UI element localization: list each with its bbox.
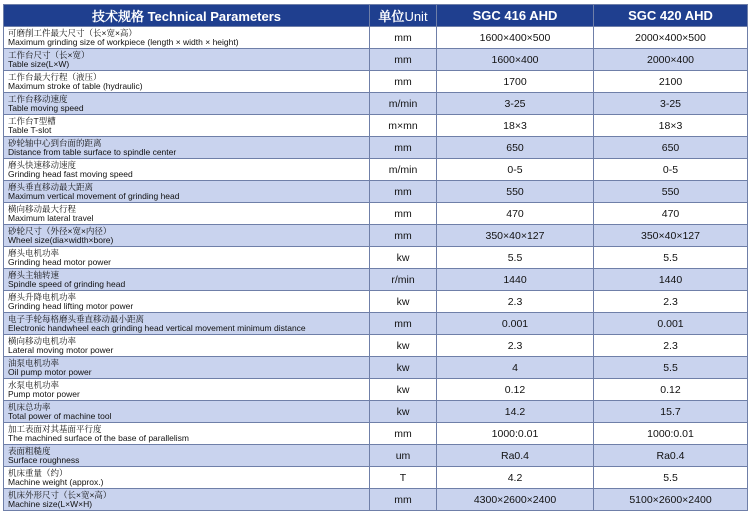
- parameter-cell: [4, 445, 370, 467]
- parameter-name-zh: 砂轮尺寸（外径×宽×内径）: [8, 225, 112, 236]
- table-row: [4, 225, 748, 247]
- parameter-name-en: Maximum stroke of table (hydraulic): [8, 80, 143, 91]
- parameter-name-zh: 机床重量（约）: [8, 467, 68, 478]
- parameter-cell: [4, 49, 370, 71]
- parameter-cell: [4, 71, 370, 93]
- parameter-name-zh: 油泵电机功率: [8, 357, 60, 368]
- unit-cell: um: [370, 445, 437, 467]
- header-model-sgc420: SGC 420 AHD: [594, 5, 748, 27]
- unit-cell: mm: [370, 423, 437, 445]
- sgc416-value-cell: 18×3: [437, 115, 594, 137]
- table-row: [4, 269, 748, 291]
- table-row: [4, 401, 748, 423]
- sgc416-value-cell: 3-25: [437, 93, 594, 115]
- unit-cell: mm: [370, 203, 437, 225]
- sgc420-value-cell: 1440: [594, 269, 748, 291]
- header-unit: [370, 5, 437, 27]
- parameter-cell: [4, 159, 370, 181]
- parameter-cell: [4, 115, 370, 137]
- sgc416-value-cell: 350×40×127: [437, 225, 594, 247]
- parameter-name-en: Grinding head lifting motor power: [8, 300, 134, 311]
- parameter-name-en: Oil pump motor power: [8, 366, 92, 377]
- parameter-cell: [4, 269, 370, 291]
- sgc420-value-cell: 350×40×127: [594, 225, 748, 247]
- sgc416-value-cell: 1600×400: [437, 49, 594, 71]
- parameter-name-en: Total power of machine tool: [8, 410, 112, 421]
- table-body: [4, 27, 748, 511]
- unit-cell: kw: [370, 335, 437, 357]
- parameter-name-en: Lateral moving motor power: [8, 344, 114, 355]
- parameter-name-en: Wheel size(dia×width×bore): [8, 234, 114, 245]
- table-row: [4, 335, 748, 357]
- sgc420-value-cell: 2000×400: [594, 49, 748, 71]
- sgc416-value-cell: 0.001: [437, 313, 594, 335]
- parameter-cell: [4, 181, 370, 203]
- sgc420-value-cell: 650: [594, 137, 748, 159]
- sgc420-value-cell: 2000×400×500: [594, 27, 748, 49]
- unit-cell: mm: [370, 181, 437, 203]
- table-row: [4, 93, 748, 115]
- table-row: [4, 291, 748, 313]
- unit-cell: kw: [370, 247, 437, 269]
- parameter-name-zh: 横向移动电机功率: [8, 335, 77, 346]
- parameter-name-en: Machine weight (approx.): [8, 476, 104, 487]
- parameter-name-en: Maximum grinding size of workpiece (length × width × height): [8, 36, 239, 47]
- parameter-name-zh: 机床外形尺寸（长×宽×高）: [8, 489, 112, 500]
- sgc420-value-cell: 15.7: [594, 401, 748, 423]
- table-row: [4, 313, 748, 335]
- table-row: [4, 159, 748, 181]
- sgc416-value-cell: 1600×400×500: [437, 27, 594, 49]
- sgc420-value-cell: 2.3: [594, 291, 748, 313]
- sgc416-value-cell: 0.12: [437, 379, 594, 401]
- unit-cell: kw: [370, 291, 437, 313]
- sgc420-value-cell: 0.12: [594, 379, 748, 401]
- sgc416-value-cell: 4: [437, 357, 594, 379]
- parameter-name-en: Table T-slot: [8, 124, 52, 135]
- sgc416-value-cell: 0-5: [437, 159, 594, 181]
- parameter-name-en: Maximum vertical movement of grinding head: [8, 190, 180, 201]
- table-row: [4, 247, 748, 269]
- sgc416-value-cell: 1000:0.01: [437, 423, 594, 445]
- sgc420-value-cell: 18×3: [594, 115, 748, 137]
- parameter-name-zh: 可磨削工件最大尺寸（长×宽×高）: [8, 27, 137, 38]
- parameter-name-en: Electronic handwheel each grinding head vertical movement minimum distance: [8, 322, 306, 333]
- unit-cell: r/min: [370, 269, 437, 291]
- sgc416-value-cell: 5.5: [437, 247, 594, 269]
- header-model-sgc416: SGC 416 AHD: [437, 5, 594, 27]
- sgc416-value-cell: 2.3: [437, 291, 594, 313]
- parameter-name-en: Grinding head motor power: [8, 256, 112, 267]
- parameter-cell: [4, 467, 370, 489]
- parameter-name-zh: 磨头垂直移动最大距离: [8, 181, 94, 192]
- unit-cell: mm: [370, 137, 437, 159]
- parameter-cell: [4, 401, 370, 423]
- parameter-name-en: Maximum lateral travel: [8, 212, 94, 223]
- parameter-cell: [4, 423, 370, 445]
- unit-cell: mm: [370, 27, 437, 49]
- parameter-name-zh: 砂轮轴中心到台面的距离: [8, 137, 102, 148]
- parameter-name-zh: 工作台尺寸（长×宽）: [8, 49, 90, 60]
- parameter-cell: [4, 203, 370, 225]
- parameter-cell: [4, 247, 370, 269]
- parameter-name-zh: 磨头主轴转速: [8, 269, 60, 280]
- sgc420-value-cell: 3-25: [594, 93, 748, 115]
- parameter-name-en: Pump motor power: [8, 388, 80, 399]
- parameter-cell: [4, 291, 370, 313]
- parameter-cell: [4, 313, 370, 335]
- table-row: [4, 467, 748, 489]
- sgc420-value-cell: 470: [594, 203, 748, 225]
- unit-cell: m/min: [370, 159, 437, 181]
- unit-cell: mm: [370, 49, 437, 71]
- parameter-cell: [4, 379, 370, 401]
- header-parameters: 技术规格 Technical Parameters: [4, 5, 370, 27]
- parameter-name-en: Grinding head fast moving speed: [8, 168, 133, 179]
- parameter-name-zh: 机床总功率: [8, 401, 51, 412]
- sgc416-value-cell: 4.2: [437, 467, 594, 489]
- sgc420-value-cell: 550: [594, 181, 748, 203]
- sgc416-value-cell: 650: [437, 137, 594, 159]
- parameter-name-en: Machine size(L×W×H): [8, 498, 93, 509]
- unit-cell: mm: [370, 71, 437, 93]
- unit-cell: kw: [370, 357, 437, 379]
- parameter-name-zh: 水泵电机功率: [8, 379, 60, 390]
- sgc416-value-cell: Ra0.4: [437, 445, 594, 467]
- parameter-cell: [4, 93, 370, 115]
- unit-cell: mm: [370, 489, 437, 511]
- table-row: [4, 49, 748, 71]
- table-row: [4, 137, 748, 159]
- unit-cell: mm: [370, 313, 437, 335]
- sgc420-value-cell: 2100: [594, 71, 748, 93]
- parameter-name-en: Table size(L×W): [8, 58, 70, 69]
- sgc416-value-cell: 1440: [437, 269, 594, 291]
- sgc420-value-cell: 2.3: [594, 335, 748, 357]
- sgc416-value-cell: 4300×2600×2400: [437, 489, 594, 511]
- table-row: [4, 27, 748, 49]
- sgc416-value-cell: 2.3: [437, 335, 594, 357]
- unit-cell: kw: [370, 379, 437, 401]
- parameter-name-en: Distance from table surface to spindle center: [8, 146, 177, 157]
- sgc420-value-cell: 0.001: [594, 313, 748, 335]
- parameter-name-zh: 电子手轮每格磨头垂直移动最小距离: [8, 313, 145, 324]
- table-row: [4, 203, 748, 225]
- parameter-cell: [4, 489, 370, 511]
- sgc420-value-cell: 5.5: [594, 467, 748, 489]
- sgc420-value-cell: 5.5: [594, 247, 748, 269]
- unit-cell: kw: [370, 401, 437, 423]
- parameter-name-zh: 加工表面对其基面平行度: [8, 423, 102, 434]
- table-row: [4, 423, 748, 445]
- header-unit-en: Unit: [404, 9, 428, 24]
- table-row: [4, 445, 748, 467]
- table-row: [4, 357, 748, 379]
- parameter-name-en: Surface roughness: [8, 454, 80, 465]
- table-row: [4, 181, 748, 203]
- unit-cell: m/min: [370, 93, 437, 115]
- unit-cell: T: [370, 467, 437, 489]
- parameter-cell: [4, 357, 370, 379]
- technical-parameters-table: [3, 4, 748, 511]
- table-row: [4, 379, 748, 401]
- header-unit-zh: 单位: [378, 9, 405, 24]
- table-header-row: [4, 5, 748, 27]
- sgc416-value-cell: 470: [437, 203, 594, 225]
- parameter-cell: [4, 225, 370, 247]
- table-row: [4, 115, 748, 137]
- parameter-name-zh: 横向移动最大行程: [8, 203, 77, 214]
- sgc420-value-cell: 1000:0.01: [594, 423, 748, 445]
- parameter-name-zh: 磨头电机功率: [8, 247, 60, 258]
- table-row: [4, 489, 748, 511]
- parameter-cell: [4, 137, 370, 159]
- sgc420-value-cell: 5100×2600×2400: [594, 489, 748, 511]
- parameter-name-zh: 表面粗糙度: [8, 445, 51, 456]
- parameter-name-en: Spindle speed of grinding head: [8, 278, 126, 289]
- sgc420-value-cell: 0-5: [594, 159, 748, 181]
- parameter-name-zh: 磨头快速移动速度: [8, 159, 77, 170]
- sgc416-value-cell: 550: [437, 181, 594, 203]
- parameter-name-zh: 工作台移动速度: [8, 93, 68, 104]
- parameter-name-en: The machined surface of the base of parallelism: [8, 432, 189, 443]
- sgc416-value-cell: 14.2: [437, 401, 594, 423]
- sgc416-value-cell: 1700: [437, 71, 594, 93]
- parameter-cell: [4, 335, 370, 357]
- unit-cell: m×mn: [370, 115, 437, 137]
- parameter-name-en: Table moving speed: [8, 102, 84, 113]
- sgc420-value-cell: 5.5: [594, 357, 748, 379]
- sgc420-value-cell: Ra0.4: [594, 445, 748, 467]
- parameter-name-zh: 磨头升降电机功率: [8, 291, 77, 302]
- parameter-name-zh: 工作台T型槽: [8, 115, 56, 126]
- unit-cell: mm: [370, 225, 437, 247]
- table-row: [4, 71, 748, 93]
- parameter-name-zh: 工作台最大行程（液压）: [8, 71, 102, 82]
- parameter-cell: [4, 27, 370, 49]
